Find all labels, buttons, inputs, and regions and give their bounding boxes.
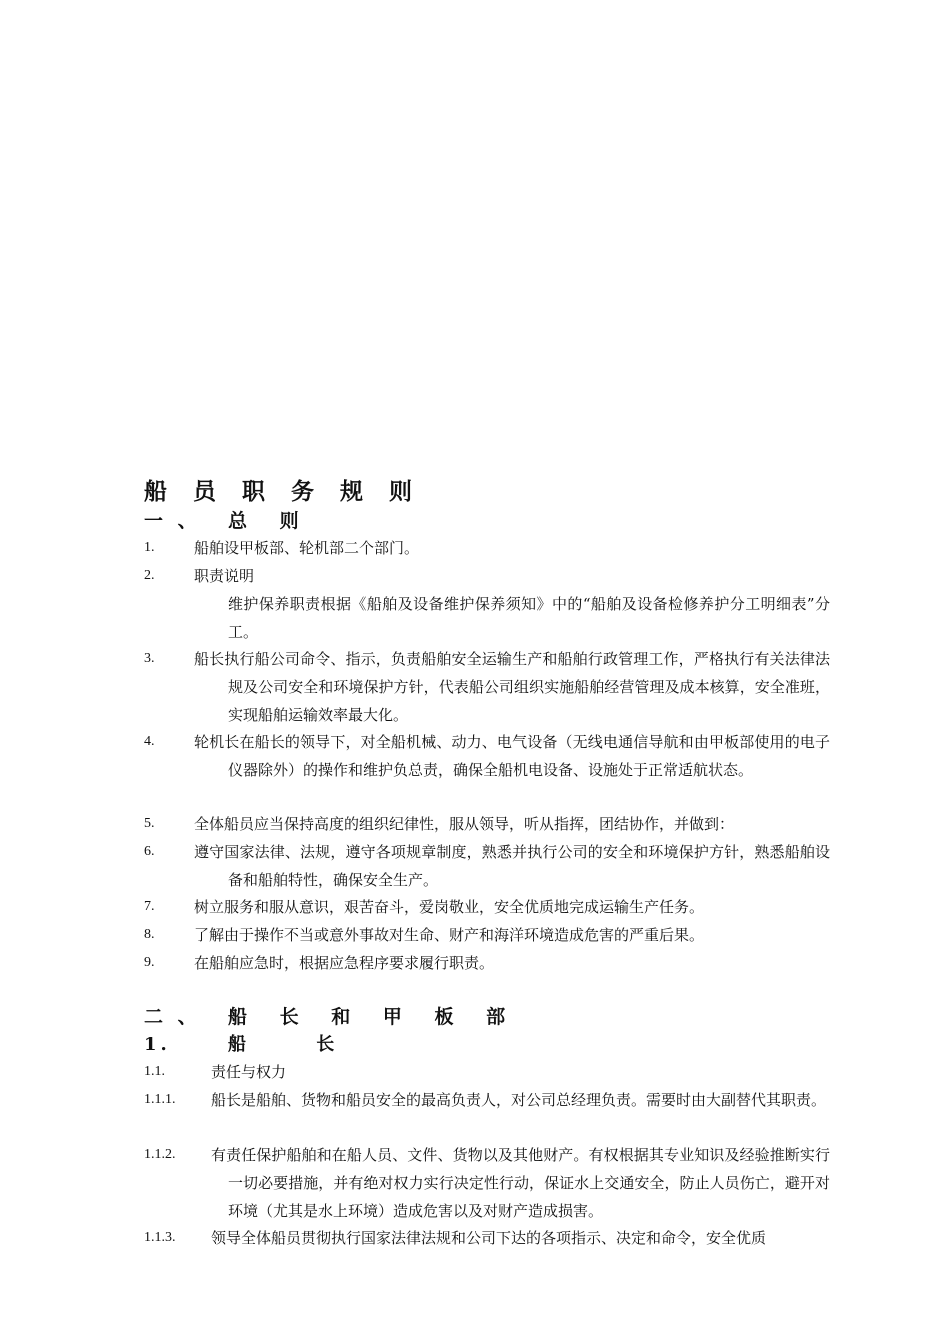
list-item bbox=[144, 534, 830, 562]
item-number: 3. bbox=[144, 651, 155, 666]
item-number: 5. bbox=[144, 816, 155, 831]
subsection-number: 1. bbox=[144, 1034, 171, 1055]
section-number: 二 、 bbox=[144, 1006, 201, 1028]
item-text: 树立服务和服从意识，艰苦奋斗，爱岗敬业，安全优质地完成运输生产任务。 bbox=[194, 898, 705, 916]
item-text: 职责说明 bbox=[194, 567, 255, 585]
item-number: 1. bbox=[144, 540, 155, 555]
item-number: 1.1.1. bbox=[144, 1092, 176, 1107]
item-text: 在船舶应急时，根据应急程序要求履行职责。 bbox=[194, 954, 495, 972]
item-text: 遵守国家法律、法规，遵守各项规章制度，熟悉并执行公司的安全和环境保护方针，熟悉船舶设备和船舶特性，确保安全生产。 bbox=[194, 843, 830, 889]
item-text: 了解由于操作不当或意外事故对生命、财产和海洋环境造成危害的严重后果。 bbox=[194, 926, 705, 944]
item-number: 1.1.2. bbox=[144, 1147, 176, 1162]
item-text: 全体船员应当保持高度的组织纪律性，服从领导，听从指挥，团结协作，并做到： bbox=[194, 815, 735, 833]
item-text: 领导全体船员贯彻执行国家法律法规和公司下达的各项指示、决定和命令，安全优质 bbox=[211, 1229, 767, 1247]
item-number: 8. bbox=[144, 927, 155, 942]
list-item bbox=[144, 645, 830, 729]
subsection-title: 船 长 bbox=[228, 1034, 367, 1055]
section-title: 总 则 bbox=[228, 510, 312, 532]
list-item bbox=[144, 921, 830, 949]
document-title: 船 员 职 务 规 则 bbox=[144, 478, 422, 505]
list-item bbox=[144, 1224, 830, 1252]
list-item bbox=[144, 1141, 830, 1225]
item-number: 2. bbox=[144, 568, 155, 583]
list-item bbox=[144, 949, 830, 977]
item-number: 1.1.3. bbox=[144, 1230, 176, 1245]
item-text: 船长是船舶、货物和船员安全的最高负责人，对公司总经理负责。需要时由大副替代其职责。 bbox=[211, 1091, 827, 1109]
item-text: 责任与权力 bbox=[211, 1063, 287, 1081]
item-text: 维护保养职责根据《船舶及设备维护保养须知》中的“船舶及设备检修养护分工明细表”分工。 bbox=[228, 595, 830, 641]
item-text: 有责任保护船舶和在船人员、文件、货物以及其他财产。有权根据其专业知识及经验推断实行一切必要措施，并有绝对权力实行决定性行动，保证水上交通安全，防止人员伤亡，避开对环境（尤其是水上环境）造成危害以及对财产造成损害。 bbox=[211, 1146, 830, 1220]
item-text: 轮机长在船长的领导下，对全船机械、动力、电气设备（无线电通信导航和由甲板部使用的电子仪器除外）的操作和维护负总责，确保全船机电设备、设施处于正常适航状态。 bbox=[194, 733, 830, 779]
list-item-paragraph bbox=[144, 590, 830, 646]
list-item bbox=[144, 728, 830, 784]
item-text: 船长执行船公司命令、指示，负责船舶安全运输生产和船舶行政管理工作，严格执行有关法律法规及公司安全和环境保护方针，代表船公司组织实施船舶经营管理及成本核算，安全准班，实现船舶运输效率最大化。 bbox=[194, 650, 830, 724]
list-item bbox=[144, 838, 830, 894]
item-number: 4. bbox=[144, 734, 155, 749]
list-item bbox=[144, 1086, 830, 1114]
item-number: 9. bbox=[144, 955, 155, 970]
list-item bbox=[144, 562, 830, 590]
section-title: 船 长 和 甲 板 部 bbox=[228, 1006, 519, 1028]
list-item bbox=[144, 810, 830, 838]
list-item bbox=[144, 893, 830, 921]
section-number: 一 、 bbox=[144, 510, 201, 532]
list-item bbox=[144, 1058, 830, 1086]
item-number: 7. bbox=[144, 899, 155, 914]
item-text: 船舶设甲板部、轮机部二个部门。 bbox=[194, 539, 420, 557]
item-number: 6. bbox=[144, 844, 155, 859]
item-number: 1.1. bbox=[144, 1064, 165, 1079]
